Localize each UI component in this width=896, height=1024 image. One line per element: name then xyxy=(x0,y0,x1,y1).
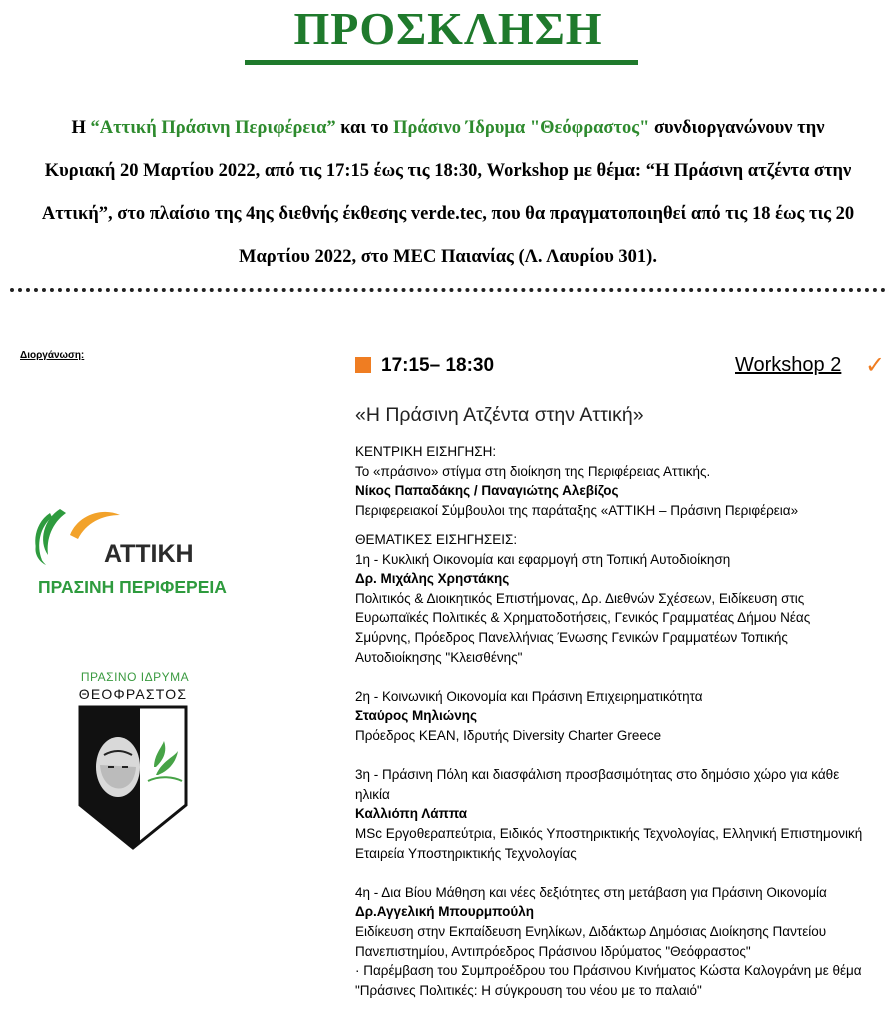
keynote-role: Περιφερειακοί Σύμβουλοι της παράταξης «ΑΤΤΙΚΗ – Πράσινη Περιφέρεια» xyxy=(355,502,799,518)
theofrastos-logo-top: ΠΡΑΣΙΝΟ ΙΔΡΥΜΑ xyxy=(80,670,190,684)
thematic-heading: ΘΕΜΑΤΙΚΕΣ ΕΙΣΗΓΗΣΕΙΣ: xyxy=(355,532,518,547)
talk-4-topic: 4η - Δια Βίου Μάθηση και νέες δεξιότητες στη μετάβαση για Πράσινη Οικονομία xyxy=(355,884,827,900)
talk-3-speaker: Καλλιόπη Λάππα xyxy=(355,806,468,822)
talk-1-speaker: Δρ. Μιχάλης Χρηστάκης xyxy=(355,571,510,587)
organizers-label: Διοργάνωση: xyxy=(20,350,85,361)
workshop-label: Workshop 2 xyxy=(735,354,842,376)
attiki-logo-name: ΑΤΤΙΚΗ xyxy=(104,540,194,568)
talk-3-topic: ηλικία xyxy=(355,786,390,802)
intro-line-4: Μαρτίου 2022, στο MEC Παιανίας (Λ. Λαυρίου 301). xyxy=(239,247,657,267)
keynote-heading: ΚΕΝΤΡΙΚΗ ΕΙΣΗΓΗΣΗ: xyxy=(355,444,497,459)
talk-1-bio: Σμύρνης, Πρόεδρος Πανελλήνιας Ένωσης Γενικών Γραμματέων Τοπικής xyxy=(355,630,788,645)
intro-text: Η xyxy=(71,118,91,138)
talk-1-bio: Ευρωπαϊκές Πολιτικές & Χρηματοδοτήσεις, Γενικός Γραμματέας Δήμου Νέας xyxy=(355,610,811,626)
attiki-logo-subtitle: ΠΡΑΣΙΝΗ ΠΕΡΙΦΕΡΕΙΑ xyxy=(38,577,227,597)
workshop-title: «Η Πράσινη Ατζέντα στην Αττική» xyxy=(355,404,644,426)
dotted-divider xyxy=(10,288,886,292)
page-title: ΠΡΟΣΚΛΗΣΗ xyxy=(293,3,603,54)
attiki-org-name: “Αττική Πράσινη Περιφέρεια” xyxy=(90,118,336,138)
talk-2-speaker: Σταύρος Μηλιώνης xyxy=(355,708,477,724)
time-marker-icon xyxy=(355,357,371,373)
intro-text: συνδιοργανώνουν την xyxy=(649,118,825,138)
workshop-time: 17:15– 18:30 xyxy=(381,355,495,376)
intro-line-1 xyxy=(40,118,856,139)
intro-line-3: Αττική”, στο πλαίσιο της 4ης διεθνής έκθεσης verde.tec, που θα πραγματοποιηθεί από τις 18 έως τις 20 xyxy=(41,204,855,224)
talk-4-speaker: Δρ.Αγγελική Μπουρμπούλη xyxy=(355,904,535,920)
keynote-topic: Το «πράσινο» στίγμα στη διοίκηση της Περιφέρειας Αττικής. xyxy=(355,463,711,479)
talk-4-bio: Ειδίκευση στην Εκπαίδευση Ενηλίκων, Διδάκτωρ Δημόσιας Διοίκησης Παντείου xyxy=(355,924,827,939)
theofrastos-org-name: Πράσινο Ίδρυμα "Θεόφραστος" xyxy=(393,118,650,138)
intro-text: και το xyxy=(335,118,394,138)
talk-4-bio: "Πράσινες Πολιτικές: Η σύγκρουση του νέου με το παλαιό" xyxy=(355,982,702,998)
keynote-speakers: Νίκος Παπαδάκης / Παναγιώτης Αλεβίζος xyxy=(355,483,619,499)
talk-2-topic: 2η - Κοινωνική Οικονομία και Πράσινη Επιχειρηματικότητα xyxy=(355,688,703,704)
talk-2-bio: Πρόεδρος ΚΕΑΝ, Ιδρυτής Diversity Charter Greece xyxy=(355,728,662,743)
theofrastos-shield-icon xyxy=(78,705,188,850)
talk-4-bio: · Παρέμβαση του Συμπροέδρου του Πράσινου Κινήματος Κώστα Καλογράνη με θέμα xyxy=(355,963,862,979)
talk-3-topic: 3η - Πράσινη Πόλη και διασφάλιση προσβασιμότητας στο δημόσιο χώρο για κάθε xyxy=(355,767,840,783)
talk-1-bio: Αυτοδιοίκησης "Κλεισθένης" xyxy=(355,649,523,665)
talk-3-bio: Εταιρεία Υποστηρικτικής Τεχνολογίας xyxy=(355,845,577,861)
intro-line-2: Κυριακή 20 Μαρτίου 2022, από τις 17:15 έως τις 18:30, Workshop με θέμα: “Η Πράσινη ατζέντα στην xyxy=(44,161,852,181)
talk-3-bio: MSc Εργοθεραπεύτρια, Ειδικός Υποστηρικτικής Τεχνολογίας, Ελληνική Επιστημονική xyxy=(355,826,863,841)
talk-4-bio: Πανεπιστημίου, Αντιπρόεδρος Πράσινου Ιδρύματος "Θεόφραστος" xyxy=(355,943,751,959)
title-underline xyxy=(245,60,638,65)
check-icon: ✓ xyxy=(865,352,886,379)
theofrastos-logo-name: ΘΕΟΦΡΑΣΤΟΣ xyxy=(78,686,188,702)
talk-1-topic: 1η - Κυκλική Οικονομία και εφαρμογή στη Τοπική Αυτοδιοίκηση xyxy=(355,551,731,567)
talk-1-bio: Πολιτικός & Διοικητικός Επιστήμονας, Δρ. Διεθνών Σχέσεων, Ειδίκευση στις xyxy=(355,590,805,606)
